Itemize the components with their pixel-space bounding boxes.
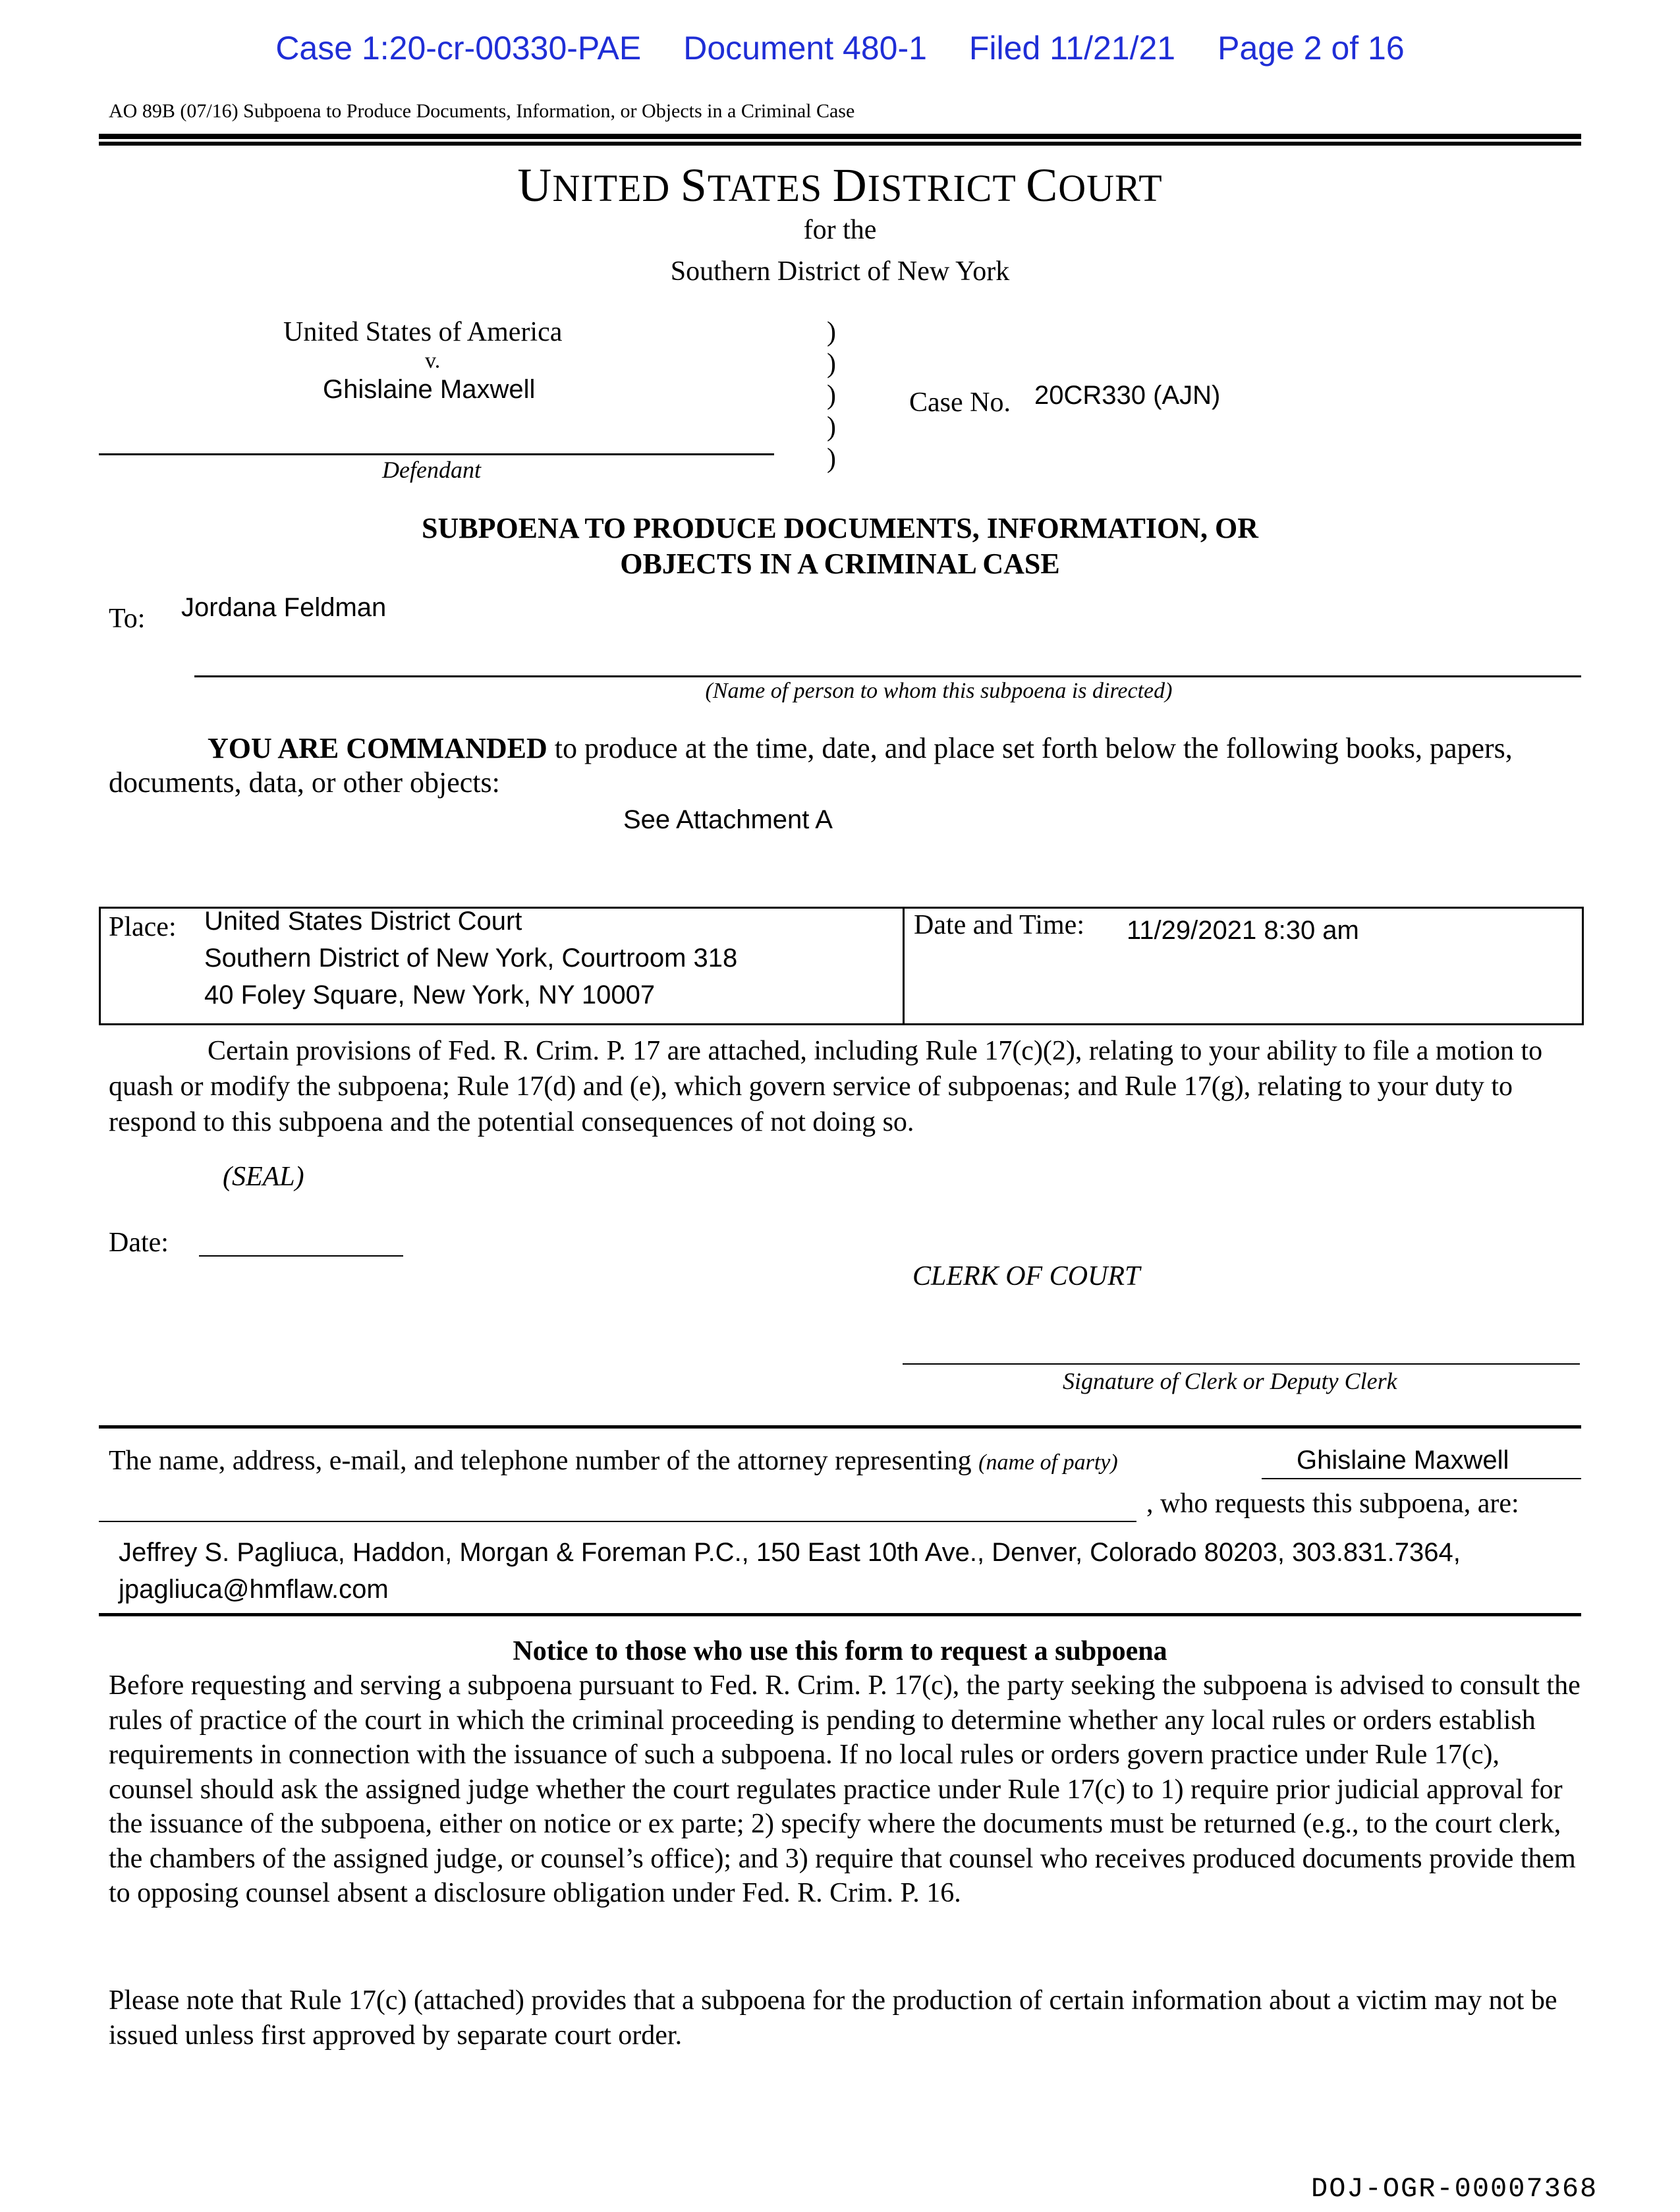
- command-text: to produce at the time, date, and place set forth below the following books, papers, documents, data, or other objects:: [109, 732, 1513, 799]
- attorney-section-rule: [99, 1425, 1581, 1429]
- date-label: Date:: [109, 1228, 169, 1258]
- case-number-value: 20CR330 (AJN): [1034, 381, 1221, 410]
- ecf-page-number: Page 2 of 16: [1218, 30, 1405, 67]
- document-title-line1: SUBPOENA TO PRODUCE DOCUMENTS, INFORMATION, OR: [421, 512, 1258, 544]
- title-cap-d: D: [832, 159, 868, 212]
- paren-2: ): [827, 349, 836, 379]
- seal-label: (SEAL): [223, 1162, 304, 1192]
- recipient-name: Jordana Feldman: [181, 593, 387, 622]
- party-name: Ghislaine Maxwell: [1297, 1446, 1509, 1475]
- title-small-istrict: ISTRICT: [867, 167, 1026, 210]
- attorney-info: [119, 1534, 1581, 1608]
- attorney-intro: [109, 1444, 1255, 1479]
- header-rule-bottom: [99, 142, 1581, 146]
- defendant-line: [99, 453, 774, 455]
- party-line: [1262, 1478, 1581, 1479]
- title-small-nited: NITED: [552, 167, 681, 210]
- attorney-email: jpagliuca@hmflaw.com: [119, 1575, 389, 1604]
- title-cap-c: C: [1026, 159, 1059, 212]
- defendant-name: Ghislaine Maxwell: [323, 375, 536, 404]
- title-small-ourt: OURT: [1058, 167, 1163, 210]
- plaintiff-name: United States of America: [283, 317, 563, 347]
- case-number-label: Case No.: [909, 387, 1011, 418]
- notice-title: Notice to those who use this form to request a subpoena: [513, 1636, 1167, 1666]
- ecf-filed-date: Filed 11/21/21: [968, 30, 1176, 67]
- caption-parentheses: [827, 316, 836, 474]
- court-district: Southern District of New York: [670, 256, 1010, 287]
- command-paragraph: [109, 731, 1584, 800]
- paren-4: ): [827, 412, 836, 442]
- title-small-tates: TATES: [707, 167, 833, 210]
- ecf-document-number: Document 480-1: [683, 30, 927, 67]
- bates-number: DOJ-OGR-00007368: [1311, 2173, 1598, 2205]
- place-line-1: United States District Court: [204, 907, 522, 936]
- place-label: Place:: [109, 912, 177, 942]
- form-identifier: AO 89B (07/16) Subpoena to Produce Documents, Information, or Objects in a Criminal Case: [109, 100, 855, 122]
- document-title-line2: OBJECTS IN A CRIMINAL CASE: [620, 548, 1060, 580]
- victim-note: Please note that Rule 17(c) (attached) provides that a subpoena for the production of certain information about a victim may not be issued unless first approved by separate court order.: [109, 1985, 1557, 2051]
- document-title: [0, 511, 1680, 582]
- clerk-of-court: CLERK OF COURT: [912, 1261, 1140, 1291]
- court-title: [0, 158, 1680, 213]
- signature-line: [903, 1363, 1580, 1365]
- datetime-value: 11/29/2021 8:30 am: [1127, 916, 1359, 945]
- signature-caption: Signature of Clerk or Deputy Clerk: [1063, 1368, 1397, 1394]
- place-address: [204, 903, 737, 1013]
- recipient-caption: (Name of person to whom this subpoena is directed): [705, 679, 1173, 703]
- requests-line: [99, 1521, 1136, 1522]
- datetime-label: Date and Time:: [914, 910, 1084, 940]
- ecf-case-number: Case 1:20-cr-00330-PAE: [275, 30, 642, 67]
- notice-body: Before requesting and serving a subpoena pursuant to Fed. R. Crim. P. 17(c), the party seeking the subpoena is advised to consult the rules of practice of the court in which the criminal proceeding is pending to determine whether any local rules or orders establish requirements in connection with the issuance of such a subpoena. If no local rules or orders govern practice under Rule 17(c), counsel should ask the assigned judge whether the court regulates practice under Rule 17(c) to 1) require prior judicial approval for the issuance of the subpoena, either on notice or ex parte; 2) specify where the documents must be returned (e.g., to the court clerk, the chambers of the assigned judge, or counsel’s office); and 3) require that counsel who receives produced documents provide them to opposing counsel absent a disclosure obligation under Fed. R. Crim. P. 16.: [109, 1670, 1581, 1908]
- place-line-3: 40 Foley Square, New York, NY 10007: [204, 980, 656, 1009]
- paren-1: ): [827, 317, 836, 347]
- paren-5: ): [827, 443, 836, 474]
- title-cap-u: U: [517, 159, 553, 212]
- attorney-info-line1: Jeffrey S. Pagliuca, Haddon, Morgan & Foreman P.C., 150 East 10th Ave., Denver, Colorado 80203, 303.831.7364,: [119, 1538, 1461, 1567]
- notice-section-rule: [99, 1613, 1581, 1616]
- command-bold: YOU ARE COMMANDED: [208, 732, 547, 764]
- place-line-2: Southern District of New York, Courtroom 318: [204, 944, 738, 973]
- defendant-label: Defendant: [382, 457, 481, 483]
- to-label: To:: [109, 604, 146, 634]
- for-the: for the: [803, 215, 877, 245]
- command-items: See Attachment A: [623, 805, 833, 834]
- name-of-party-hint: (name of party): [978, 1450, 1118, 1475]
- date-line: [199, 1255, 403, 1257]
- paren-3: ): [827, 380, 836, 411]
- versus: v.: [425, 349, 441, 373]
- place-box-divider: [903, 907, 905, 1025]
- attorney-intro-text: The name, address, e-mail, and telephone number of the attorney representing: [109, 1446, 979, 1476]
- header-rule-top: [99, 134, 1581, 139]
- requests-text: , who requests this subpoena, are:: [1146, 1489, 1519, 1519]
- provisions-paragraph: Certain provisions of Fed. R. Crim. P. 17 are attached, including Rule 17(c)(2), relating to your ability to file a motion to quash or modify the subpoena; Rule 17(d) and (e), which govern service of subpoenas; and Rule 17(g), relating to your duty to respond to this subpoena and the potential consequences of not doing so.: [109, 1036, 1543, 1137]
- recipient-line: [194, 675, 1581, 677]
- ecf-header: [0, 29, 1680, 67]
- title-cap-s: S: [680, 159, 708, 212]
